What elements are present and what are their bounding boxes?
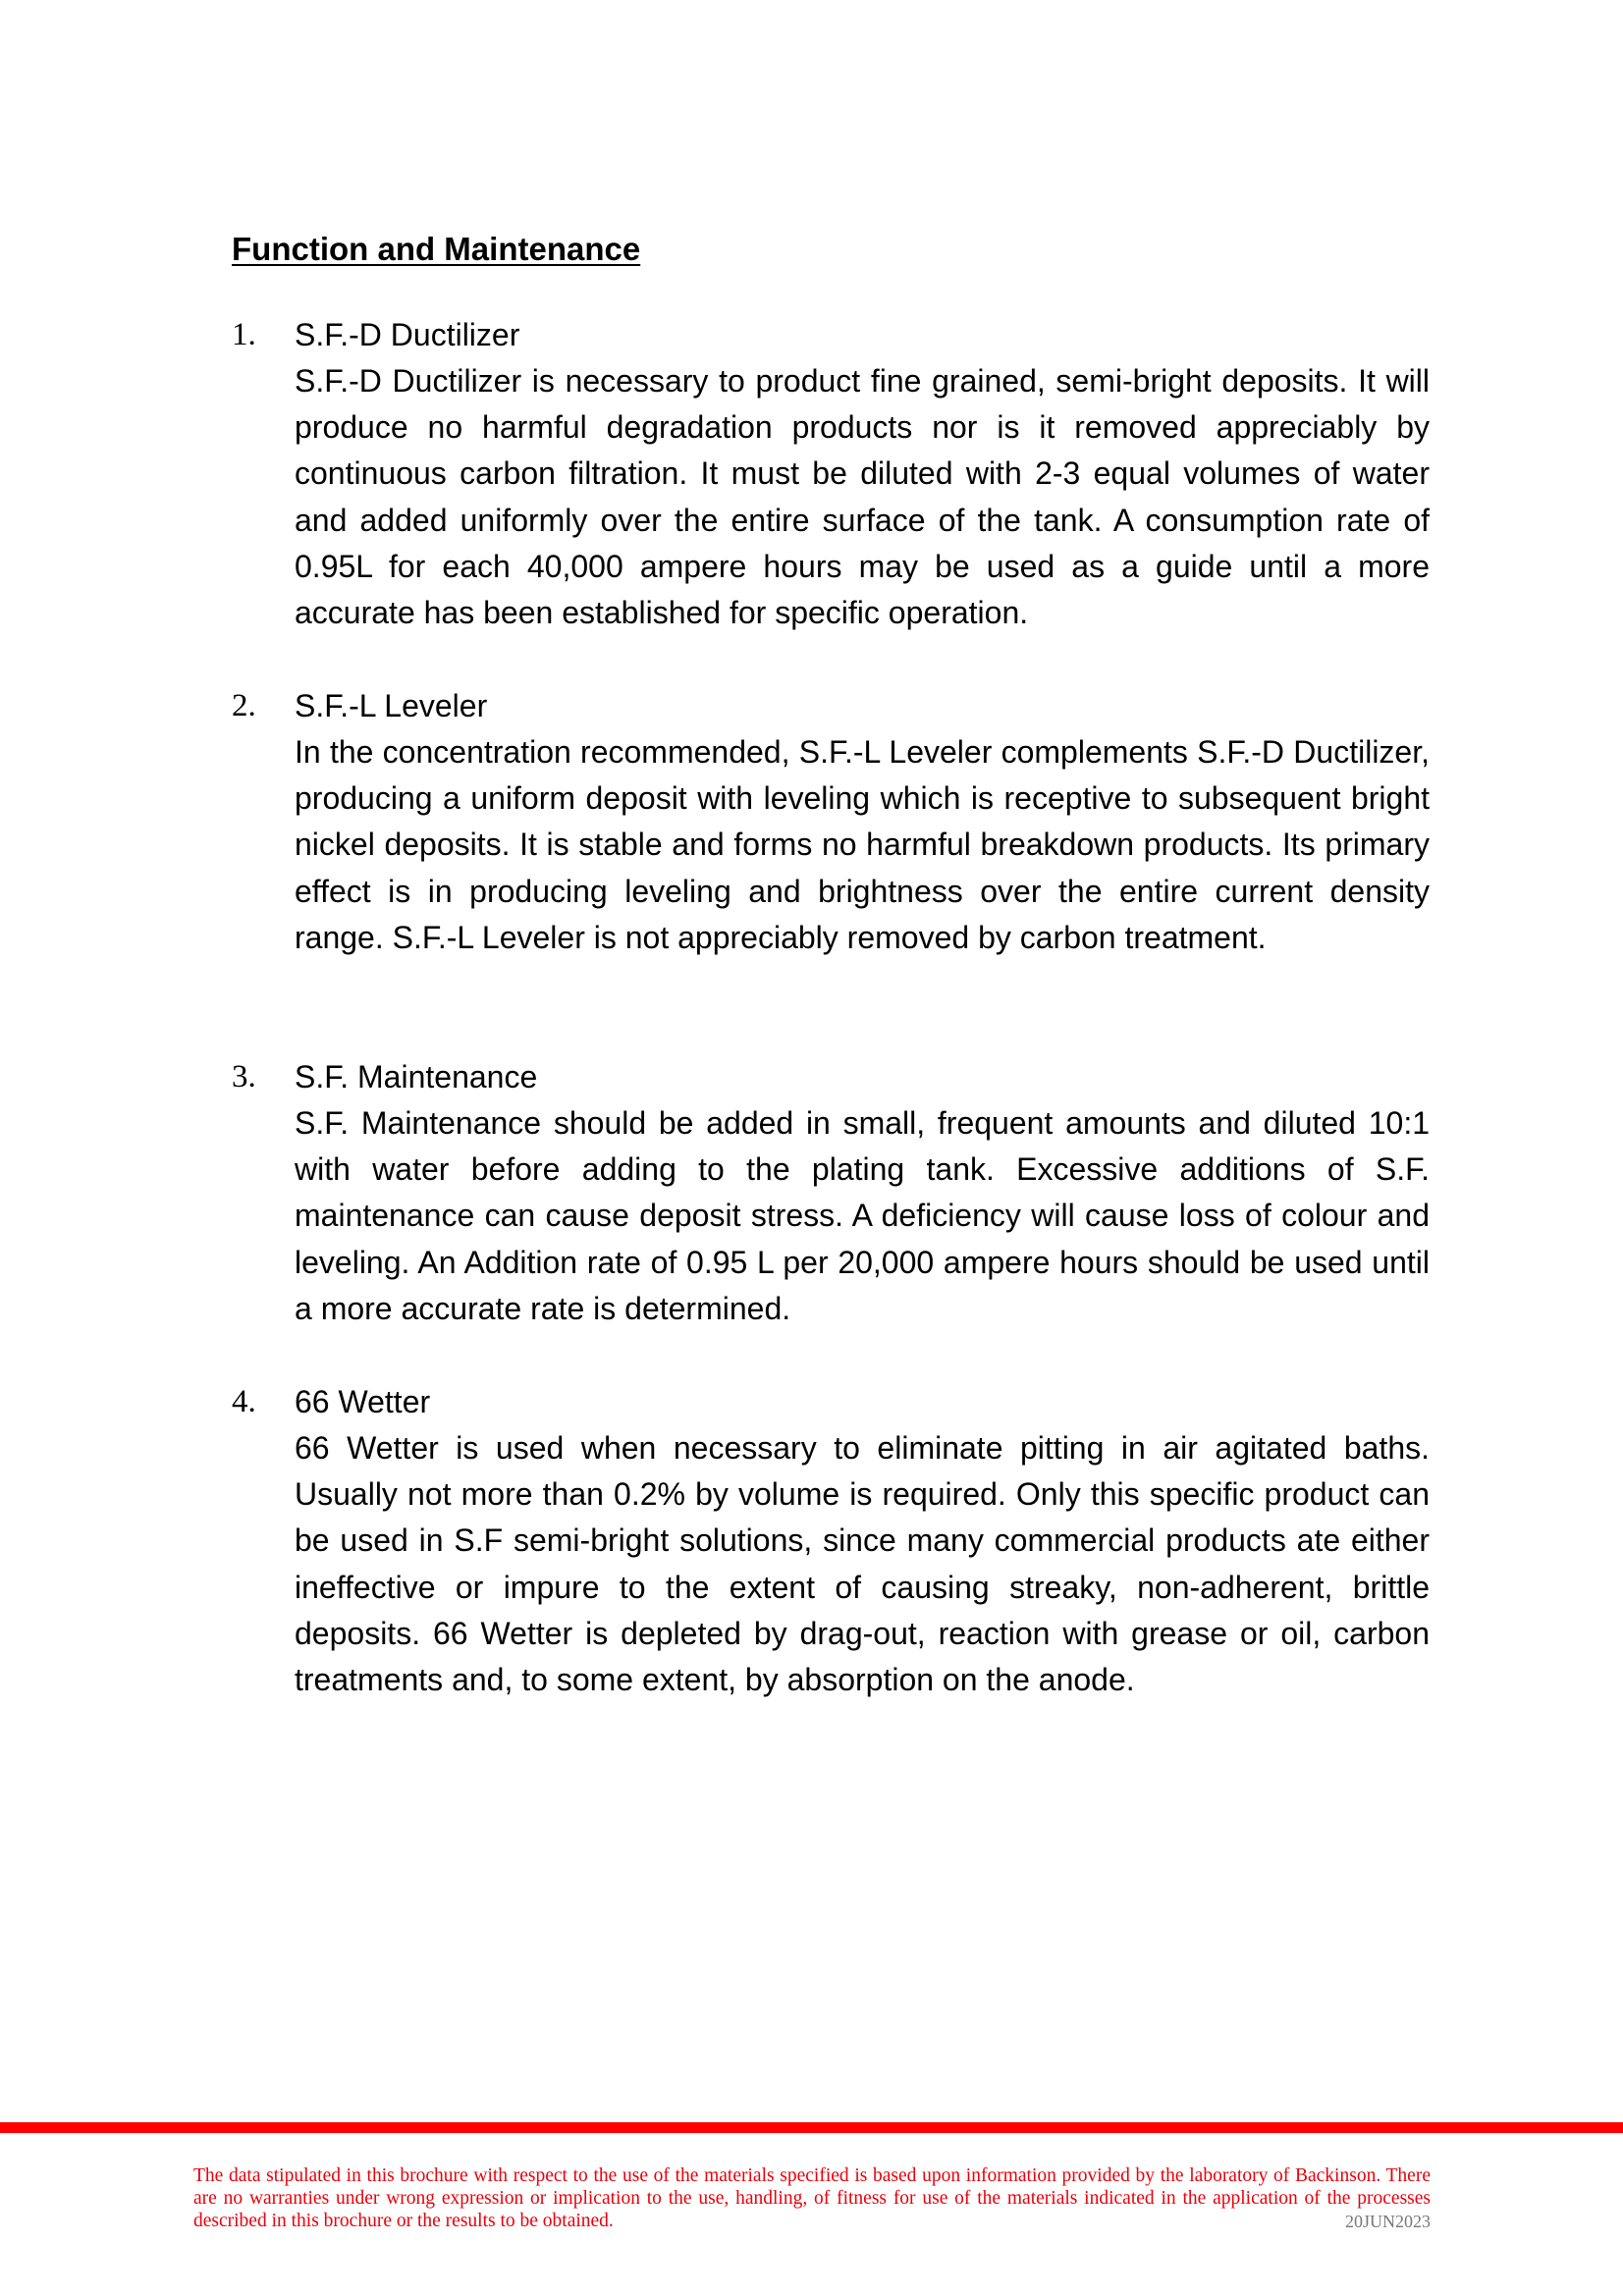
section-body: S.F.-D Ductilizer is necessary to product fine grained, semi-bright deposits. It will produce no harmful degradation products nor is it removed appreciably by continuous carbon filtration. It must be diluted with 2-3 equal volumes of water and added uniformly over the entire surface of the tank. A consumption rate of 0.95L for each 40,000 ampere hours may be used as a guide until a more accurate has been established for specific operation. bbox=[295, 363, 1430, 631]
section-heading: S.F.-L Leveler bbox=[295, 688, 488, 723]
footer-disclaimer: The data stipulated in this brochure with respect to the use of the materials specified is based upon information provided by the laboratory of Backinson. There are no warranties under wrong expression or implication to the use, handling, of fitness for use of the materials indicated in the application of the processes described in this brochure or the results to be obtained. bbox=[193, 2165, 1431, 2231]
section-number: 3. bbox=[232, 1059, 256, 1095]
footer-divider bbox=[0, 2122, 1623, 2133]
section-body: S.F. Maintenance should be added in small, frequent amounts and diluted 10:1 with water before adding to the plating tank. Excessive additions of S.F. maintenance can cause deposit stress. A deficiency will cause loss of colour and leveling. An Addition rate of 0.95 L per 20,000 ampere hours should be used until a more accurate rate is determined. bbox=[295, 1105, 1430, 1326]
section-number: 2. bbox=[232, 688, 256, 723]
section-heading: 66 Wetter bbox=[295, 1384, 431, 1419]
section-number: 4. bbox=[232, 1384, 256, 1419]
section-body: 66 Wetter is used when necessary to eliminate pitting in air agitated baths. Usually not more than 0.2% by volume is required. Only this specific product can be used in S.F semi-bright solutions, since many commercial products ate either ineffective or impure to the extent of causing streaky, non-adherent, brittle deposits. 66 Wetter is depleted by drag-out, reaction with grease or oil, carbon treatments and, to some extent, by absorption on the anode. bbox=[295, 1430, 1430, 1698]
page-title: Function and Maintenance bbox=[232, 231, 641, 267]
section-number: 1. bbox=[232, 317, 256, 352]
section-heading: S.F. Maintenance bbox=[295, 1059, 538, 1095]
section-body: In the concentration recommended, S.F.-L Leveler complements S.F.-D Ductilizer, producing a uniform deposit with leveling which is receptive to subsequent bright nickel deposits. It is stable and forms no harmful breakdown products. Its primary effect is in producing leveling and brightness over the entire current density range. S.F.-L Leveler is not appreciably removed by carbon treatment. bbox=[295, 734, 1430, 955]
section-heading: S.F.-D Ductilizer bbox=[295, 317, 520, 352]
footer-date: 20JUN2023 bbox=[1344, 2212, 1431, 2231]
